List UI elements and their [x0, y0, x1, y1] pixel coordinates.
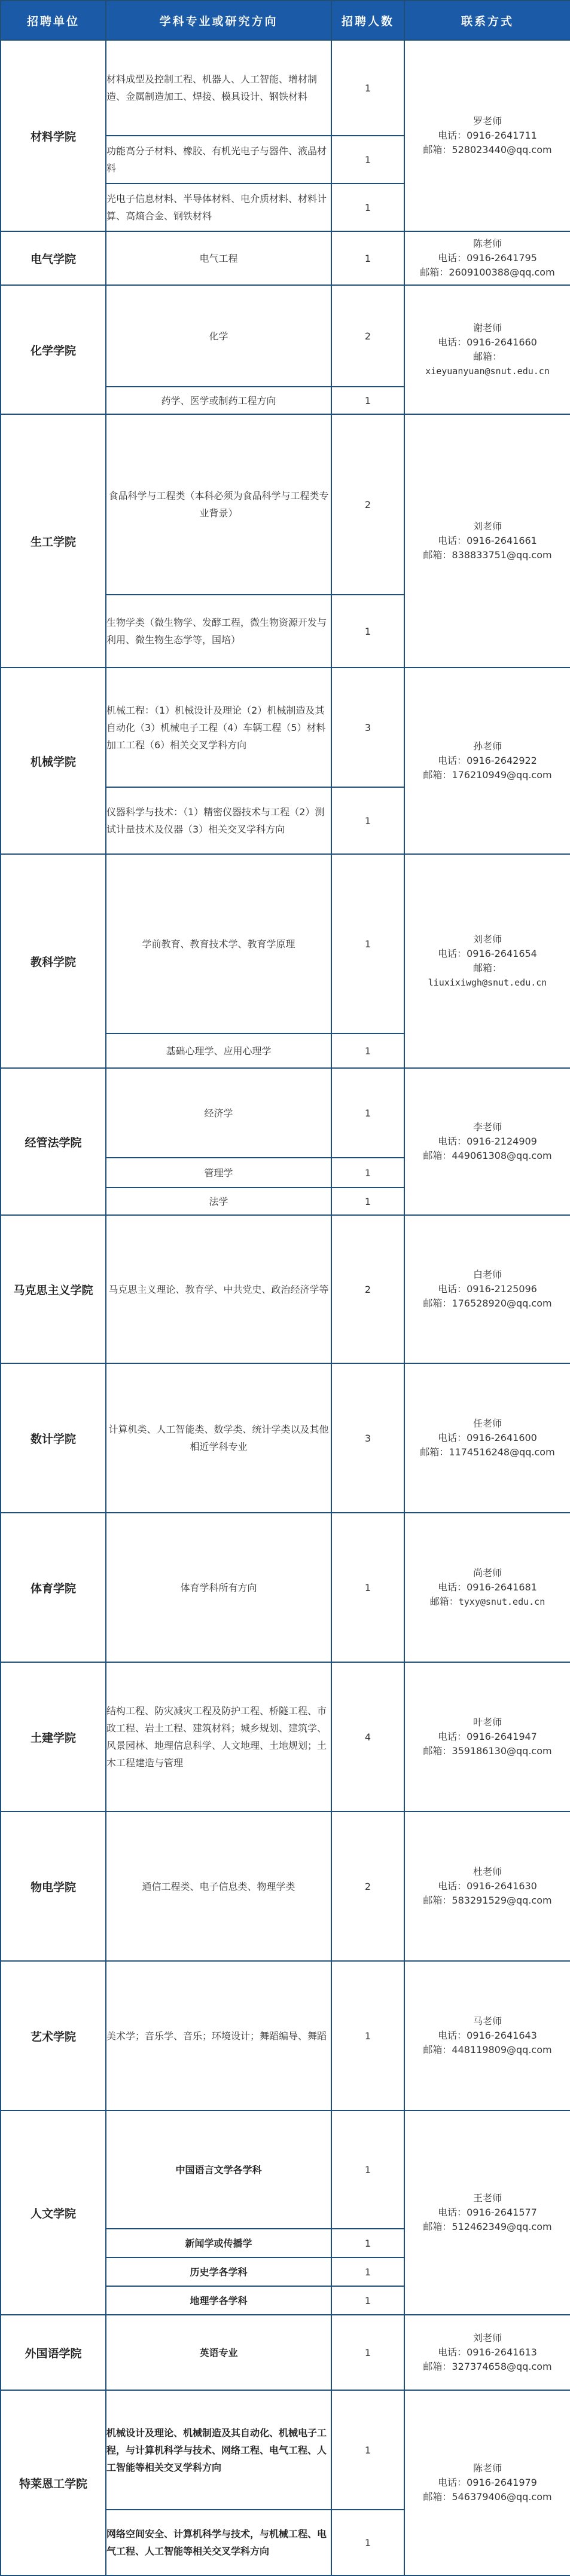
contact-person: 刘老师: [473, 2332, 502, 2344]
unit-name: 材料学院: [1, 40, 106, 231]
contact-cell: [404, 668, 570, 854]
count-cell: 1: [331, 1158, 404, 1188]
count-cell: 1: [331, 2510, 404, 2575]
unit-name: 艺术学院: [1, 1961, 106, 2110]
header-count: 招聘人数: [331, 1, 404, 40]
contact-email[interactable]: 176528920@qq.com: [452, 1298, 552, 1309]
unit-name: 电气学院: [1, 231, 106, 285]
contact-person: 谢老师: [473, 322, 502, 334]
count-cell: 1: [331, 183, 404, 231]
contact-email[interactable]: 583291529@qq.com: [452, 1895, 552, 1906]
major-cell: 结构工程、防灾减灾工程及防护工程、桥隧工程、市政工程、岩土工程、建筑材料；城乡规划、建筑学、风景园林、地理信息科学、人文地理、土地规划；土木工程建造与管理: [106, 1662, 331, 1812]
table-row: [1, 1662, 570, 1812]
unit-name: 化学学院: [1, 285, 106, 414]
contact-email[interactable]: 546379406@qq.com: [452, 2491, 552, 2502]
contact-email[interactable]: 448119809@qq.com: [452, 2044, 552, 2055]
header-unit: 招聘单位: [1, 1, 106, 40]
contact-email[interactable]: 449061308@qq.com: [452, 1150, 552, 1161]
contact-person: 任老师: [473, 1418, 502, 1429]
contact-cell: [404, 1662, 570, 1812]
email-label: 邮箱：: [423, 1150, 452, 1161]
contact-person: 李老师: [473, 1121, 502, 1133]
contact-cell: [404, 854, 570, 1068]
contact-cell: [404, 2315, 570, 2390]
count-cell: 1: [331, 2286, 404, 2315]
table-row: [1, 40, 570, 136]
major-cell: 网络空间安全、计算机科学与技术，与机械工程、电气工程、人工智能等相关交叉学科方向: [106, 2510, 331, 2575]
count-cell: 1: [331, 2315, 404, 2390]
count-cell: 1: [331, 40, 404, 136]
count-cell: 1: [331, 2257, 404, 2286]
email-label: 邮箱：: [423, 1298, 452, 1309]
unit-name: 人文学院: [1, 2110, 106, 2315]
table-row: [1, 1812, 570, 1961]
count-cell: 1: [331, 387, 404, 414]
email-label: 邮箱：: [423, 1895, 452, 1906]
major-cell: 英语专业: [106, 2315, 331, 2390]
count-cell: 1: [331, 1068, 404, 1158]
unit-name: 外国语学院: [1, 2315, 106, 2390]
contact-person: 刘老师: [473, 521, 502, 532]
count-cell: 1: [331, 1033, 404, 1068]
count-cell: 1: [331, 231, 404, 285]
contact-cell: [404, 1363, 570, 1513]
contact-cell: [404, 285, 570, 414]
major-cell: 历史学各学科: [106, 2257, 331, 2286]
contact-email[interactable]: 176210949@qq.com: [452, 769, 552, 781]
contact-cell: [404, 414, 570, 668]
contact-cell: [404, 231, 570, 285]
email-label: 邮箱：: [423, 2221, 452, 2232]
contact-phone: 电话：0916-2641979: [438, 2477, 537, 2488]
contact-phone: 电话：0916-2641654: [438, 948, 537, 959]
major-cell: 体育学科所有方向: [106, 1513, 331, 1662]
major-cell: 通信工程类、电子信息类、物理学类: [106, 1812, 331, 1961]
major-cell: 材料成型及控制工程、机器人、人工智能、增材制造、金属制造加工、焊接、模具设计、钢铁材料: [106, 40, 331, 136]
contact-phone: 电话：0916-2641660: [438, 336, 537, 348]
contact-cell: [404, 1068, 570, 1215]
contact-email[interactable]: liuxixiwgh@snut.edu.cn: [428, 977, 547, 988]
count-cell: 2: [331, 414, 404, 595]
count-cell: 1: [331, 136, 404, 183]
email-label: 邮箱：: [423, 144, 452, 155]
contact-phone: 电话：0916-2125096: [438, 1283, 537, 1295]
unit-name: 土建学院: [1, 1662, 106, 1812]
count-cell: 1: [331, 2229, 404, 2257]
table-row: [1, 2390, 570, 2510]
email-label: 邮箱：: [473, 962, 502, 974]
email-label: 邮箱：: [423, 2044, 452, 2055]
contact-person: 陈老师: [473, 2462, 502, 2474]
table-row: [1, 2315, 570, 2390]
contact-phone: 电话：0916-2641630: [438, 1880, 537, 1892]
unit-name: 物电学院: [1, 1812, 106, 1961]
unit-name: 经管法学院: [1, 1068, 106, 1215]
contact-person: 杜老师: [473, 1866, 502, 1877]
table-row: [1, 231, 570, 285]
major-cell: 中国语言文学各学科: [106, 2110, 331, 2229]
unit-name: 体育学院: [1, 1513, 106, 1662]
contact-phone: 电话：0916-2641947: [438, 1731, 537, 1742]
major-cell: 机械工程：（1）机械设计及理论（2）机械制造及其自动化（3）机械电子工程（4）车辆工程（5）材料加工工程（6）相关交叉学科方向: [106, 668, 331, 787]
contact-email[interactable]: 528023440@qq.com: [452, 144, 552, 155]
table-row: [1, 854, 570, 1033]
contact-email[interactable]: xieyuanyuan@snut.edu.cn: [425, 366, 550, 377]
contact-email[interactable]: 1174516248@qq.com: [449, 1446, 555, 1458]
major-cell: 马克思主义理论、教育学、中共党史、政治经济学等: [106, 1215, 331, 1363]
count-cell: 1: [331, 2110, 404, 2229]
contact-phone: 电话：0916-2641661: [438, 535, 537, 546]
email-label: 邮箱：: [423, 2361, 452, 2372]
email-label: 邮箱：: [429, 1596, 459, 1607]
contact-cell: [404, 1961, 570, 2110]
contact-cell: [404, 1215, 570, 1363]
contact-phone: 电话：0916-2642922: [438, 755, 537, 766]
contact-phone: 电话：0916-2641613: [438, 2346, 537, 2358]
table-row: [1, 668, 570, 787]
contact-person: 王老师: [473, 2192, 502, 2204]
major-cell: 光电子信息材料、半导体材料、电介质材料、材料计算、高熵合金、钢铁材料: [106, 183, 331, 231]
major-cell: 新闻学或传播学: [106, 2229, 331, 2257]
major-cell: 化学: [106, 285, 331, 387]
contact-email[interactable]: 2609100388@qq.com: [449, 267, 555, 278]
unit-name: 生工学院: [1, 414, 106, 668]
count-cell: 2: [331, 1812, 404, 1961]
count-cell: 3: [331, 1363, 404, 1513]
major-cell: 电气工程: [106, 231, 331, 285]
contact-person: 尚老师: [473, 1567, 502, 1578]
unit-name: 机械学院: [1, 668, 106, 854]
contact-phone: 电话：0916-2641681: [438, 1581, 537, 1593]
contact-cell: [404, 2110, 570, 2315]
major-cell: 生物学类（微生物学、发酵工程，微生物资源开发与利用、微生物生态学等，国培）: [106, 595, 331, 668]
major-cell: 药学、医学或制药工程方向: [106, 387, 331, 414]
major-cell: 美术学；音乐学、音乐；环境设计；舞蹈编导、舞蹈: [106, 1961, 331, 2110]
table-row: [1, 1513, 570, 1662]
contact-phone: 电话：0916-2641795: [438, 252, 537, 264]
email-label: 邮箱：: [473, 351, 502, 362]
contact-person: 孙老师: [473, 741, 502, 752]
count-cell: 4: [331, 1662, 404, 1812]
count-cell: 2: [331, 1215, 404, 1363]
unit-name: 特莱恩工学院: [1, 2390, 106, 2575]
major-cell: 管理学: [106, 1158, 331, 1188]
contact-person: 刘老师: [473, 934, 502, 945]
header-contact: 联系方式: [404, 1, 570, 40]
major-cell: 法学: [106, 1188, 331, 1215]
contact-phone: 电话：0916-2641711: [438, 130, 537, 141]
contact-person: 白老师: [473, 1269, 502, 1280]
contact-email[interactable]: 359186130@qq.com: [452, 1745, 552, 1757]
contact-phone: 电话：0916-2641577: [438, 2207, 537, 2218]
table-row: [1, 1363, 570, 1513]
contact-cell: [404, 40, 570, 231]
contact-email[interactable]: 327374658@qq.com: [452, 2361, 552, 2372]
major-cell: 地理学各学科: [106, 2286, 331, 2315]
count-cell: 3: [331, 668, 404, 787]
table-row: [1, 414, 570, 595]
contact-person: 陈老师: [473, 238, 502, 249]
major-cell: 仪器科学与技术：（1）精密仪器技术与工程（2）测试计量技术及仪器（3）相关交叉学科方向: [106, 787, 331, 854]
unit-name: 马克思主义学院: [1, 1215, 106, 1363]
header-row: [1, 1, 570, 40]
contact-email[interactable]: tyxy@snut.edu.cn: [458, 1596, 545, 1607]
table-row: [1, 2110, 570, 2229]
count-cell: 1: [331, 1188, 404, 1215]
table-row: [1, 285, 570, 387]
count-cell: 2: [331, 285, 404, 387]
contact-cell: [404, 1812, 570, 1961]
contact-email[interactable]: 838833751@qq.com: [452, 549, 552, 561]
contact-cell: [404, 1513, 570, 1662]
email-label: 邮箱：: [423, 2491, 452, 2502]
unit-name: 教科学院: [1, 854, 106, 1068]
major-cell: 机械设计及理论、机械制造及其自动化、机械电子工程，与计算机科学与技术、网络工程、电气工程、人工智能等相关交叉学科方向: [106, 2390, 331, 2510]
count-cell: 1: [331, 854, 404, 1033]
contact-person: 罗老师: [473, 115, 502, 127]
contact-cell: [404, 2390, 570, 2575]
table-row: [1, 1068, 570, 1158]
count-cell: 1: [331, 1961, 404, 2110]
major-cell: 基础心理学、应用心理学: [106, 1033, 331, 1068]
count-cell: 1: [331, 595, 404, 668]
major-cell: 功能高分子材料、橡胶、有机光电子与器件、液晶材料: [106, 136, 331, 183]
major-cell: 计算机类、人工智能类、数学类、统计学类以及其他相近学科专业: [106, 1363, 331, 1513]
table-row: [1, 1961, 570, 2110]
major-cell: 学前教育、教育技术学、教育学原理: [106, 854, 331, 1033]
count-cell: 1: [331, 2390, 404, 2510]
email-label: 邮箱：: [420, 267, 449, 278]
email-label: 邮箱：: [423, 769, 452, 781]
count-cell: 1: [331, 1513, 404, 1662]
contact-email[interactable]: 512462349@qq.com: [452, 2221, 552, 2232]
contact-phone: 电话：0916-2124909: [438, 1136, 537, 1147]
email-label: 邮箱：: [423, 549, 452, 561]
contact-person: 叶老师: [473, 1717, 502, 1728]
major-cell: 经济学: [106, 1068, 331, 1158]
email-label: 邮箱：: [420, 1446, 449, 1458]
count-cell: 1: [331, 787, 404, 854]
table-row: [1, 1215, 570, 1363]
major-cell: 食品科学与工程类（本科必须为食品科学与工程类专业背景）: [106, 414, 331, 595]
contact-person: 马老师: [473, 2015, 502, 2027]
contact-phone: 电话：0916-2641643: [438, 2030, 537, 2041]
email-label: 邮箱：: [423, 1745, 452, 1757]
header-major: 学科专业或研究方向: [106, 1, 331, 40]
contact-phone: 电话：0916-2641600: [438, 1432, 537, 1443]
unit-name: 数计学院: [1, 1363, 106, 1513]
